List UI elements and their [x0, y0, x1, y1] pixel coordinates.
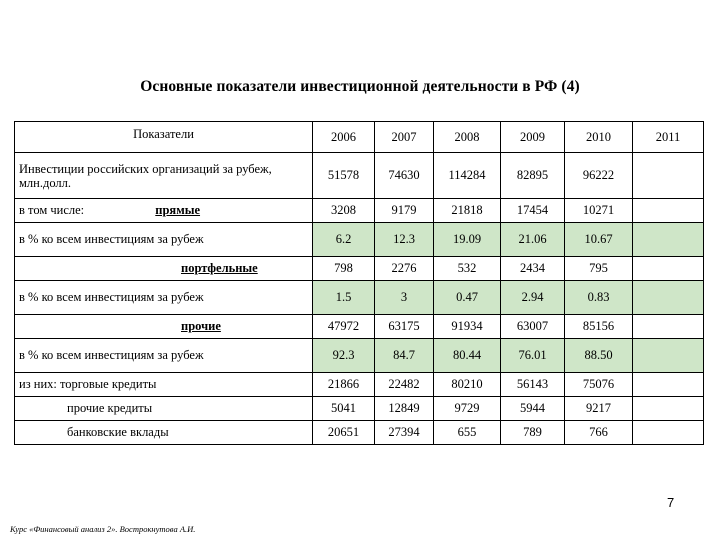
cell: 63175 — [375, 315, 434, 339]
cell: 1.5 — [313, 281, 375, 315]
cell: 91934 — [434, 315, 501, 339]
header-year: 2007 — [375, 122, 434, 153]
cell: 56143 — [501, 373, 565, 397]
cell: 47972 — [313, 315, 375, 339]
table-row — [15, 339, 704, 373]
cell: 10271 — [565, 199, 633, 223]
cell: 80210 — [434, 373, 501, 397]
cell: 9729 — [434, 397, 501, 421]
cell — [633, 257, 704, 281]
table-row — [15, 153, 704, 199]
cell — [633, 315, 704, 339]
header-year: 2008 — [434, 122, 501, 153]
row-label: из них: торговые кредиты — [15, 373, 313, 397]
cell: 27394 — [375, 421, 434, 445]
row-sublabel: прямые — [155, 203, 201, 217]
cell: 2434 — [501, 257, 565, 281]
cell: 63007 — [501, 315, 565, 339]
row-label: в % ко всем инвестициям за рубеж — [15, 339, 313, 373]
table-row — [15, 257, 704, 281]
cell: 5944 — [501, 397, 565, 421]
cell: 92.3 — [313, 339, 375, 373]
row-label: в % ко всем инвестициям за рубеж — [15, 281, 313, 315]
cell: 798 — [313, 257, 375, 281]
table-row — [15, 421, 704, 445]
cell — [633, 421, 704, 445]
row-label-cell — [15, 199, 313, 223]
cell: 5041 — [313, 397, 375, 421]
cell: 789 — [501, 421, 565, 445]
cell: 532 — [434, 257, 501, 281]
cell: 12.3 — [375, 223, 434, 257]
row-sublabel: прочие — [181, 319, 221, 333]
header-year: 2011 — [633, 122, 704, 153]
cell: 20651 — [313, 421, 375, 445]
row-label: банковские вклады — [15, 421, 313, 445]
table-row — [15, 397, 704, 421]
cell: 84.7 — [375, 339, 434, 373]
cell: 19.09 — [434, 223, 501, 257]
cell: 51578 — [313, 153, 375, 199]
cell — [633, 199, 704, 223]
cell: 82895 — [501, 153, 565, 199]
cell: 85156 — [565, 315, 633, 339]
cell: 76.01 — [501, 339, 565, 373]
cell — [633, 281, 704, 315]
cell: 114284 — [434, 153, 501, 199]
cell: 9179 — [375, 199, 434, 223]
cell: 0.83 — [565, 281, 633, 315]
cell: 2.94 — [501, 281, 565, 315]
cell: 22482 — [375, 373, 434, 397]
header-year: 2006 — [313, 122, 375, 153]
header-year: 2010 — [565, 122, 633, 153]
cell: 6.2 — [313, 223, 375, 257]
cell: 75076 — [565, 373, 633, 397]
cell: 655 — [434, 421, 501, 445]
cell: 96222 — [565, 153, 633, 199]
cell: 21.06 — [501, 223, 565, 257]
table-row — [15, 281, 704, 315]
cell: 88.50 — [565, 339, 633, 373]
row-label-cell — [15, 315, 313, 339]
table-row — [15, 315, 704, 339]
row-label: Инвестиции российских организаций за рубеж, млн.долл. — [15, 153, 313, 199]
table-row — [15, 223, 704, 257]
page-number: 7 — [667, 495, 675, 510]
cell — [633, 223, 704, 257]
cell: 3208 — [313, 199, 375, 223]
cell: 21866 — [313, 373, 375, 397]
cell: 21818 — [434, 199, 501, 223]
row-label: в % ко всем инвестициям за рубеж — [15, 223, 313, 257]
cell: 9217 — [565, 397, 633, 421]
row-label: в том числе: — [19, 203, 85, 217]
cell: 3 — [375, 281, 434, 315]
header-row — [15, 122, 704, 153]
header-year: 2009 — [501, 122, 565, 153]
header-label: Показатели — [15, 122, 313, 153]
row-sublabel: портфельные — [181, 261, 258, 275]
cell: 74630 — [375, 153, 434, 199]
cell — [633, 339, 704, 373]
cell: 0.47 — [434, 281, 501, 315]
indicators-table — [14, 121, 704, 445]
cell: 766 — [565, 421, 633, 445]
cell: 12849 — [375, 397, 434, 421]
row-label-cell — [15, 257, 313, 281]
cell: 2276 — [375, 257, 434, 281]
row-label: прочие кредиты — [15, 397, 313, 421]
cell: 795 — [565, 257, 633, 281]
table-row — [15, 199, 704, 223]
table-row — [15, 373, 704, 397]
cell — [633, 373, 704, 397]
cell — [633, 397, 704, 421]
cell: 80.44 — [434, 339, 501, 373]
page-title: Основные показатели инвестиционной деятельности в РФ (4) — [140, 78, 580, 95]
cell: 17454 — [501, 199, 565, 223]
cell: 10.67 — [565, 223, 633, 257]
footer-credit: Курс «Финансовый анализ 2». Вострокнутова А.И. — [10, 524, 196, 534]
cell — [633, 153, 704, 199]
